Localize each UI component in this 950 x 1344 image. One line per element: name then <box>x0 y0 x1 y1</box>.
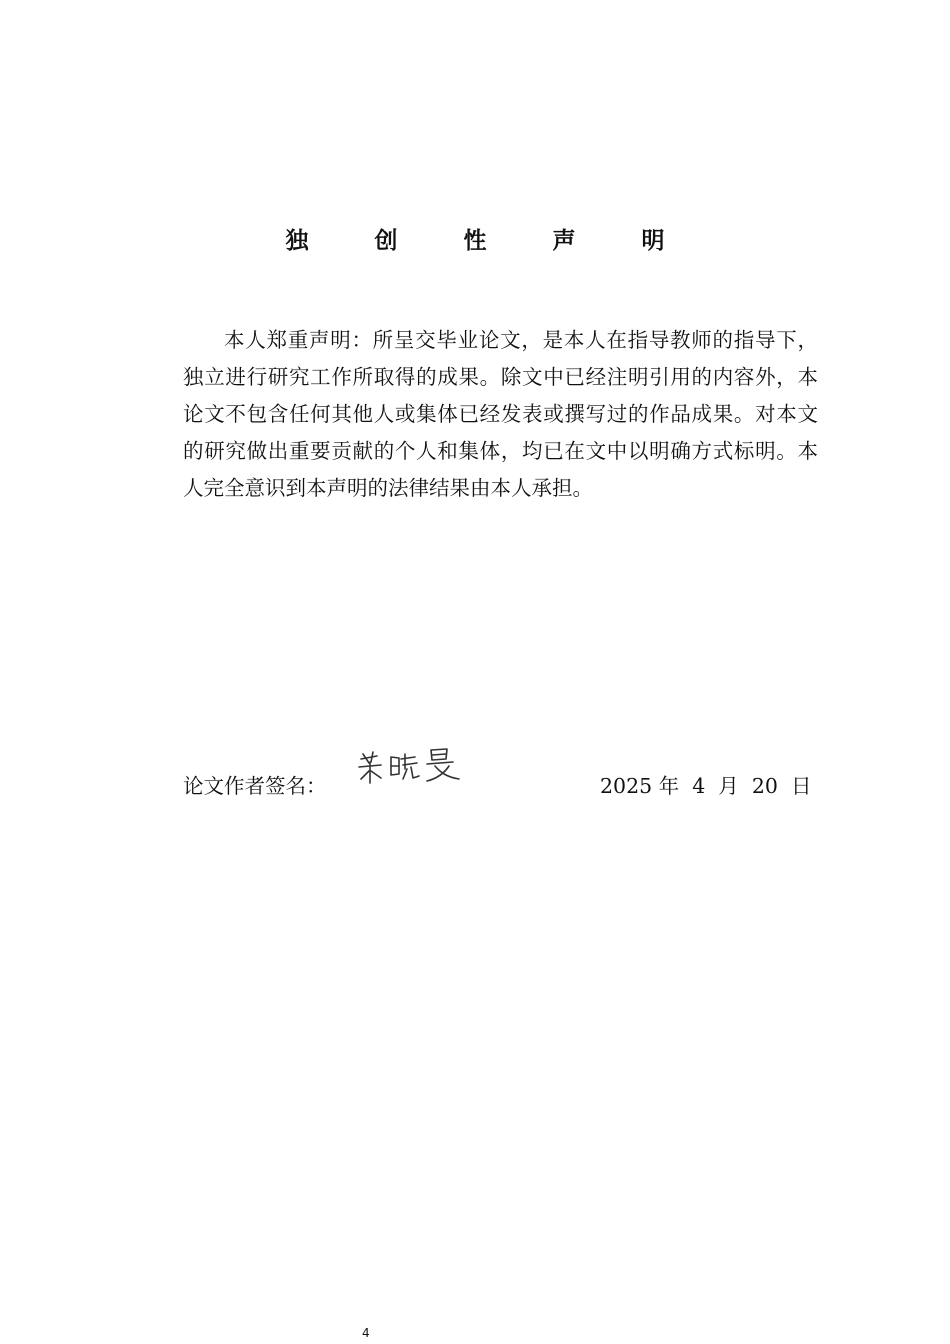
handwritten-signature <box>355 745 465 787</box>
signature-date: 2025 年 4 月 20 日 <box>600 774 812 798</box>
page-title: 独 创 性 声 明 <box>285 228 694 254</box>
page-number: 4 <box>362 1326 370 1340</box>
declaration-paragraph: 本人郑重声明：所呈交毕业论文，是本人在指导教师的指导下，独立进行研究工作所取得的成果。除文中已经注明引用的内容外，本论文不包含任何其他人或集体已经发表或撰写过的作品成果。对本文的研究做出重要贡献的个人和集体，均已在文中以明确方式标明。本人完全意识到本声明的法律结果由本人承担。 <box>183 328 818 500</box>
signature-label: 论文作者签名： <box>183 774 327 798</box>
